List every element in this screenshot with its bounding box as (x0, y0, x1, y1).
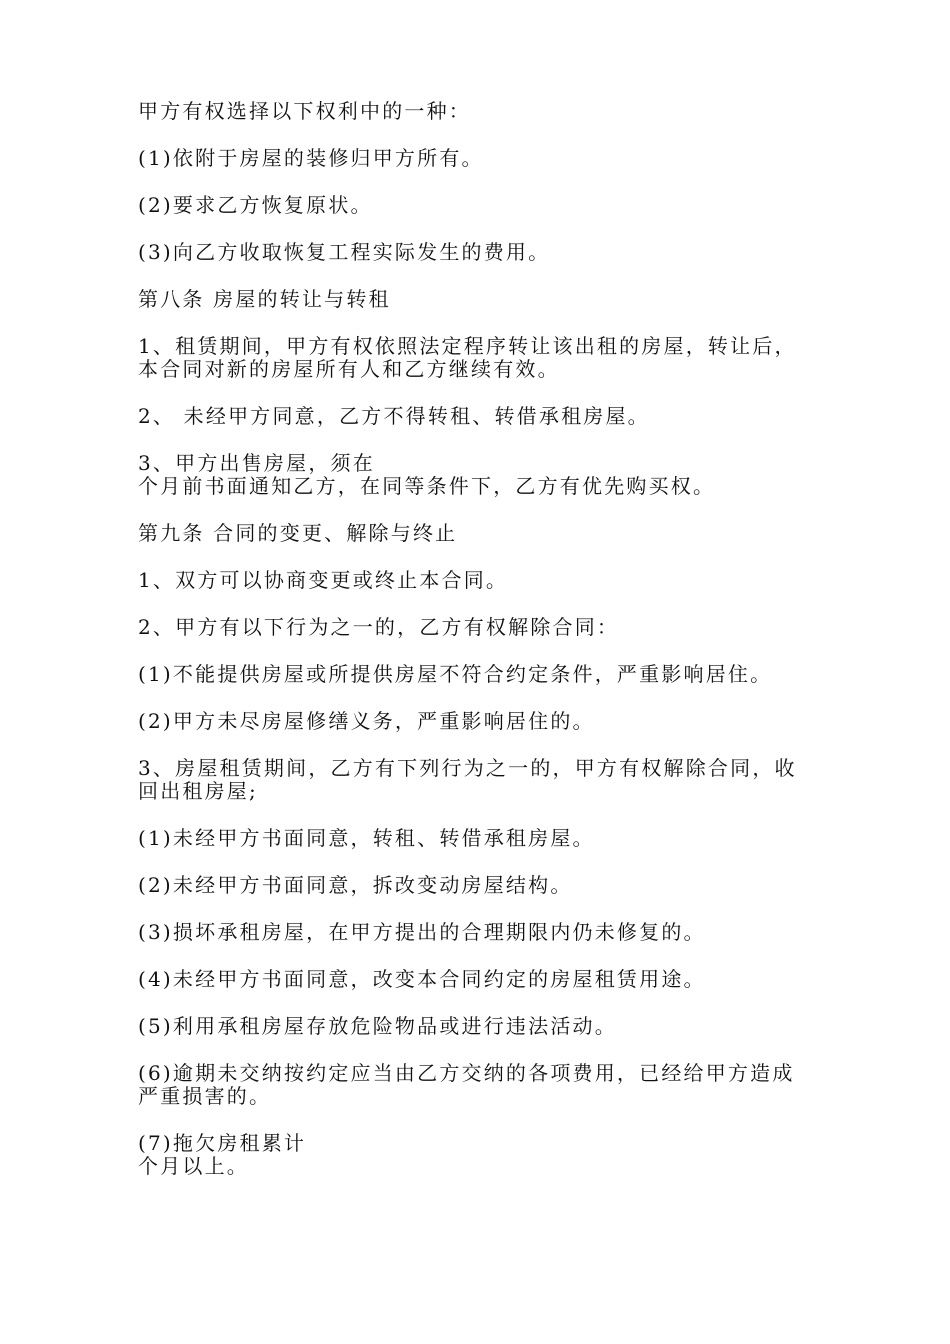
text-line: 第八条 房屋的转让与转租 (138, 287, 391, 311)
paragraph (138, 100, 828, 123)
text-line: (2)要求乙方恢复原状。 (138, 193, 373, 217)
paragraph (138, 147, 828, 170)
document-page (138, 100, 828, 1202)
paragraph (138, 710, 828, 733)
text-line: (7)拖欠房租累计 (138, 1131, 307, 1155)
section-heading (138, 522, 828, 545)
text-line: 第九条 合同的变更、解除与终止 (138, 521, 458, 545)
text-line: (5)利用承租房屋存放危险物品或进行违法活动。 (138, 1014, 617, 1038)
text-line: 2、 未经甲方同意，乙方不得转租、转借承租房屋。 (138, 404, 650, 428)
text-line: (3)损坏承租房屋，在甲方提出的合理期限内仍未修复的。 (138, 920, 706, 944)
text-line: (1)依附于房屋的装修归甲方所有。 (138, 146, 484, 170)
paragraph (138, 1132, 828, 1178)
text-line: (6)逾期未交纳按约定应当由乙方交纳的各项费用，已经给甲方造成 (138, 1061, 795, 1085)
text-line: (1)不能提供房屋或所提供房屋不符合约定条件，严重影响居住。 (138, 662, 773, 686)
text-line: 个月以上。 (138, 1154, 249, 1178)
text-line: 3、甲方出售房屋，须在 (138, 451, 375, 475)
text-line: 个月前书面通知乙方，在同等条件下，乙方有优先购买权。 (138, 474, 716, 498)
text-line: 3、房屋租赁期间，乙方有下列行为之一的，甲方有权解除合同，收 (138, 756, 797, 780)
paragraph (138, 827, 828, 850)
text-line: (4)未经甲方书面同意，改变本合同约定的房屋租赁用途。 (138, 967, 706, 991)
paragraph (138, 335, 828, 381)
text-line: (1)未经甲方书面同意，转租、转借承租房屋。 (138, 826, 595, 850)
text-line: (2)未经甲方书面同意，拆改变动房屋结构。 (138, 873, 573, 897)
paragraph (138, 569, 828, 592)
section-heading (138, 288, 828, 311)
text-line: (3)向乙方收取恢复工程实际发生的费用。 (138, 240, 551, 264)
paragraph (138, 968, 828, 991)
paragraph (138, 452, 828, 498)
text-line: 甲方有权选择以下权利中的一种： (138, 99, 471, 123)
paragraph (138, 757, 828, 803)
paragraph (138, 1015, 828, 1038)
text-line: 1、双方可以协商变更或终止本合同。 (138, 568, 509, 592)
paragraph (138, 616, 828, 639)
text-line: 2、甲方有以下行为之一的，乙方有权解除合同： (138, 615, 620, 639)
paragraph (138, 663, 828, 686)
paragraph (138, 194, 828, 217)
paragraph (138, 921, 828, 944)
text-line: 1、租赁期间，甲方有权依照法定程序转让该出租的房屋，转让后， (138, 334, 797, 358)
paragraph (138, 405, 828, 428)
text-line: 本合同对新的房屋所有人和乙方继续有效。 (138, 357, 560, 381)
text-line: 严重损害的。 (138, 1084, 272, 1108)
paragraph (138, 874, 828, 897)
paragraph (138, 1062, 828, 1108)
paragraph (138, 241, 828, 264)
text-line: (2)甲方未尽房屋修缮义务，严重影响居住的。 (138, 709, 595, 733)
text-line: 回出租房屋; (138, 779, 258, 803)
